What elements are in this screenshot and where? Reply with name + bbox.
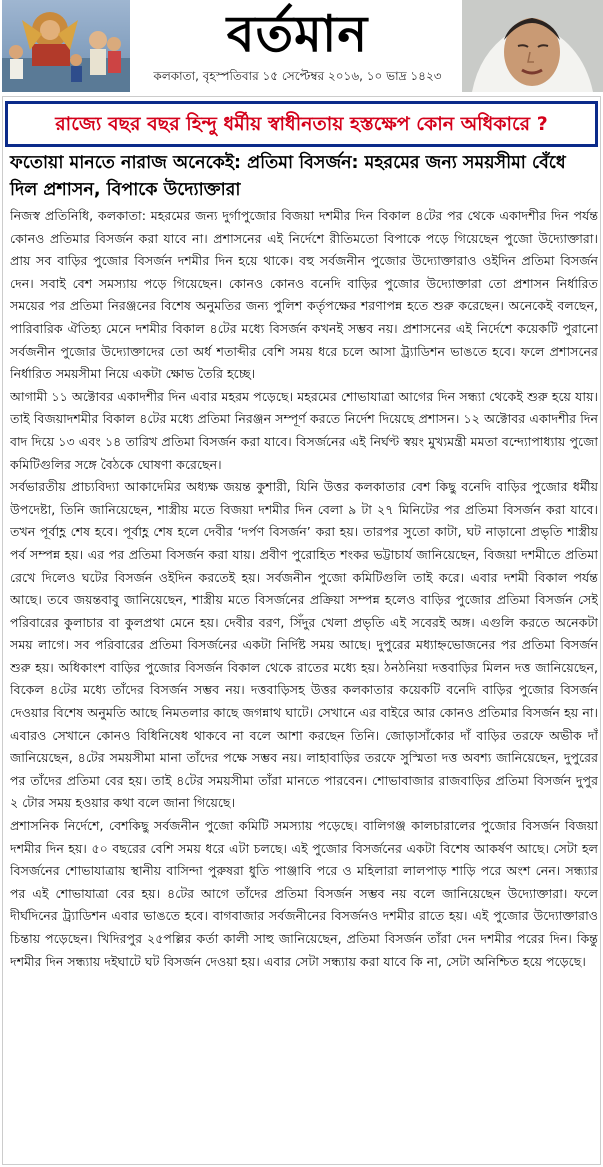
portrait-photo: [462, 0, 603, 92]
article-body: [10, 205, 598, 1160]
durga-immersion-photo: [2, 0, 130, 92]
subheadline: ফতোয়া মানতে নারাজ অনেকেই: প্রতিমা বিসর্জন: মহরমের জন্য সময়সীমা বেঁধে দিল প্রশাসন, বিপাকে উদ্যোক্তারা: [10, 153, 566, 200]
article-paragraph: নিজস্ব প্রতিনিধি, কলকাতা: মহরমের জন্য দুর্গাপুজোর বিজয়া দশমীর দিন বিকাল ৪টের পর থেকে একাদশীর দিন পর্যন্ত কোনও প্রতিমার বিসর্জন করা যাবে না। প্রশাসনের এই নির্দেশে রীতিমতো বিপাকে পড়ে গিয়েছেন পুজো উদ্যোক্তারা। প্রায় সব বাড়ির পুজোর বিসর্জন দশমীর দিন হয়ে থাকে। বহু সর্বজনীন পুজোর উদ্যোক্তারাও ওইদিন প্রতিমা বিসর্জন দেন। সবাই বেশ সমস্যায় পড়ে গিয়েছেন। কোনও কোনও বনেদি বাড়ির পুজোর উদ্যোক্তারা তো প্রশাসন নির্ধারিত সময়ের পর প্রতিমা নিরঞ্জনের বিশেষ অনুমতির জন্য পুলিশ কর্তৃপক্ষের শরণাপন্ন হতে শুরু করেছেন। অনেকেই বলছেন, পারিবারিক ঐতিহ্য মেনে দশমীর বিকাল ৪টের মধ্যে বিসর্জন কখনই সম্ভব নয়। প্রশাসনের এই নির্দেশে কয়েকটি পুরানো সর্বজনীন পুজোর উদ্যোক্তাদের তো অর্ধ শতাব্দীর বেশি সময় ধরে চলে আসা ট্র্যাডিশন ভাঙতে হবে। ফলে প্রশাসনের নির্ধারিত সময়সীমা নিয়ে একটা ক্ষোভ তৈরি হচ্ছে।: [10, 208, 598, 382]
article-paragraph: আগামী ১১ অক্টোবর একাদশীর দিন এবার মহরম পড়েছে। মহরমের শোভাযাত্রা আগের দিন সন্ধ্যা থেকেই শুরু হয়ে যায়। তাই বিজয়াদশমীর বিকাল ৪টের মধ্যে প্রতিমা নিরঞ্জন সম্পূর্ণ করতে নির্দেশ দিয়েছে প্রশাসন। ১২ অক্টোবর একাদশীর দিন বাদ দিয়ে ১৩ এবং ১৪ তারিখ প্রতিমা বিসর্জন করা যাবে। বিসর্জনের এই নির্ঘণ্ট স্বয়ং মুখ্যমন্ত্রী মমতা বন্দ্যোপাধ্যায় পুজো কমিটিগুলির সঙ্গে বৈঠকে ঘোষণা করেছেন।: [10, 388, 598, 472]
newspaper-logo[interactable]: বর্তমান: [226, 4, 369, 63]
headline-box: [5, 101, 598, 147]
masthead: [0, 0, 603, 92]
article-paragraph: সর্বভারতীয় প্রাচ্যবিদ্যা আকাদেমির অধ্যক্ষ জয়ন্ত কুশারী, যিনি উত্তর কলকাতার বেশ কিছু বনেদি বাড়ির পুজোর ধর্মীয় উপদেষ্টা, তিনি জানিয়েছেন, শাস্ত্রীয় মতে বিজয়া দশমীর দিন বেলা ৯ টা ২৭ মিনিটের পর প্রতিমা বিসর্জন করা যাবে। তখন পূর্বাহ্ণ শেষ হবে। পূর্বাহ্ণ শেষ হলে দেবীর ‘দর্পণ বিসর্জন’ করা হয়। তারপর সুতো কাটা, ঘট নাড়ানো প্রভৃতি শাস্ত্রীয় পর্ব সম্পন্ন হয়। এর পর প্রতিমা বিসর্জন করা যায়। প্রবীণ পুরোহিত শংকর ভট্টাচার্য জানিয়েছেন, বিজয়া দশমীতে প্রতিমা রেখে দিলেও ঘটের বিসর্জন ওইদিন করতেই হয়। সর্বজনীন পুজো কমিটিগুলি তাই করে। এবার দশমী বিকাল পর্যন্ত আছে। তবে জয়ন্তবাবু জানিয়েছেন, শাস্ত্রীয় মতে বিসর্জনের প্রক্রিয়া সম্পন্ন হলেও বাড়ির পুজোর প্রতিমা বিসর্জন সেই পরিবারের কুলাচার বা কুলপ্রথা মেনে হয়। দেবীর বরণ, সিঁদুর খেলা প্রভৃতি এই সবেরই অঙ্গ। এগুলি করতে অনেকটা সময় লাগে। সব পরিবারের প্রতিমা বিসর্জনের একটা নির্দিষ্ট সময় আছে। দুপুরের মধ্যাহ্নভোজনের পর প্রতিমা বিসর্জন শুরু হয়। অধিকাংশ বাড়ির পুজোর বিসর্জন বিকাল থেকে রাতের মধ্যে হয়। ঠনঠনিয়া দত্তবাড়ির মিলন দত্ত জানিয়েছেন, বিকেল ৪টের মধ্যে তাঁদের বিসর্জন সম্ভব নয়। দত্তবাড়িসহ উত্তর কলকাতার কয়েকটি বনেদি বাড়ির পুজোর বিসর্জন দেওয়ার বিশেষ অনুমতি আছে নিমতলার কাছে জগন্নাথ ঘাটে। সেখানে এর বাইরে আর কোনও প্রতিমার বিসর্জন হয় না। এবারও সেখানে কোনও বিধিনিষেধ থাকবে না বলে আশা করছেন তিনি। জোড়াসাঁকোর দাঁ বাড়ির তরফে অভীক দাঁ জানিয়েছেন, ৪টের সময়সীমা মানা তাঁদের পক্ষে সম্ভব নয়। লাহাবাড়ির তরফে সুস্মিতা দত্ত অবশ্য জানিয়েছেন, দুপুরের পর তাঁদের প্রতিমা বের হয়। তাই ৪টের সময়সীমা তাঁরা মানতে পারবেন। শোভাবাজার রাজবাড়ির প্রতিমা বিসর্জন দুপুর ২ টোর সময় হওয়ার কথা বলে জানা গিয়েছে।: [10, 479, 598, 811]
article-paragraph: প্রশাসনিক নির্দেশে, বেশকিছু সর্বজনীন পুজো কমিটি সমস্যায় পড়েছে। বালিগঞ্জ কালচারালের পুজোর বিসর্জন বিজয়া দশমীর দিন হয়। ৫০ বছরের বেশি সময় ধরে এটা চলছে। এই পুজোর বিসর্জনের একটা বিশেষ আকর্ষণ আছে। সেটা হল বিসর্জনের শোভাযাত্রায় স্থানীয় বাসিন্দা পুরুষরা ধুতি পাঞ্জাবি পরে ও মহিলারা লালপাড় শাড়ি পরে অংশ নেন। সন্ধ্যার পর এই শোভাযাত্রা বের হয়। ৪টের আগে তাঁদের প্রতিমা বিসর্জন সম্ভব নয় বলে জানিয়েছেন উদ্যোক্তারা। ফলে দীর্ঘদিনের ট্র্যাডিশন এবার ভাঙতে হবে। বাগবাজার সর্বজনীনের বিসর্জনও দশমীর রাতে হয়। এই পুজোর উদ্যোক্তারাও চিন্তায় পড়েছেন। খিদিরপুর ২৫পল্লির কর্তা কালী সাহু জানিয়েছেন, প্রতিমা বিসর্জন তাঁরা দেন দশমীর পরের দিন। কিন্তু দশমীর দিন সন্ধ্যায় দইঘাটে ঘট বিসর্জন দেওয়া হয়। এবার সেটা সন্ধ্যায় করা যাবে কি না, সেটা অনিশ্চিত হয়ে পড়েছে।: [10, 818, 598, 969]
dateline: কলকাতা, বৃহস্পতিবার ১৫ সেপ্টেম্বর ২০১৬, ১০ ভাদ্র ১৪২৩: [153, 69, 442, 83]
headline: রাজ্যে বছর বছর হিন্দু ধর্মীয় স্বাধীনতায় হস্তক্ষেপ কোন অধিকারে ?: [55, 113, 548, 135]
